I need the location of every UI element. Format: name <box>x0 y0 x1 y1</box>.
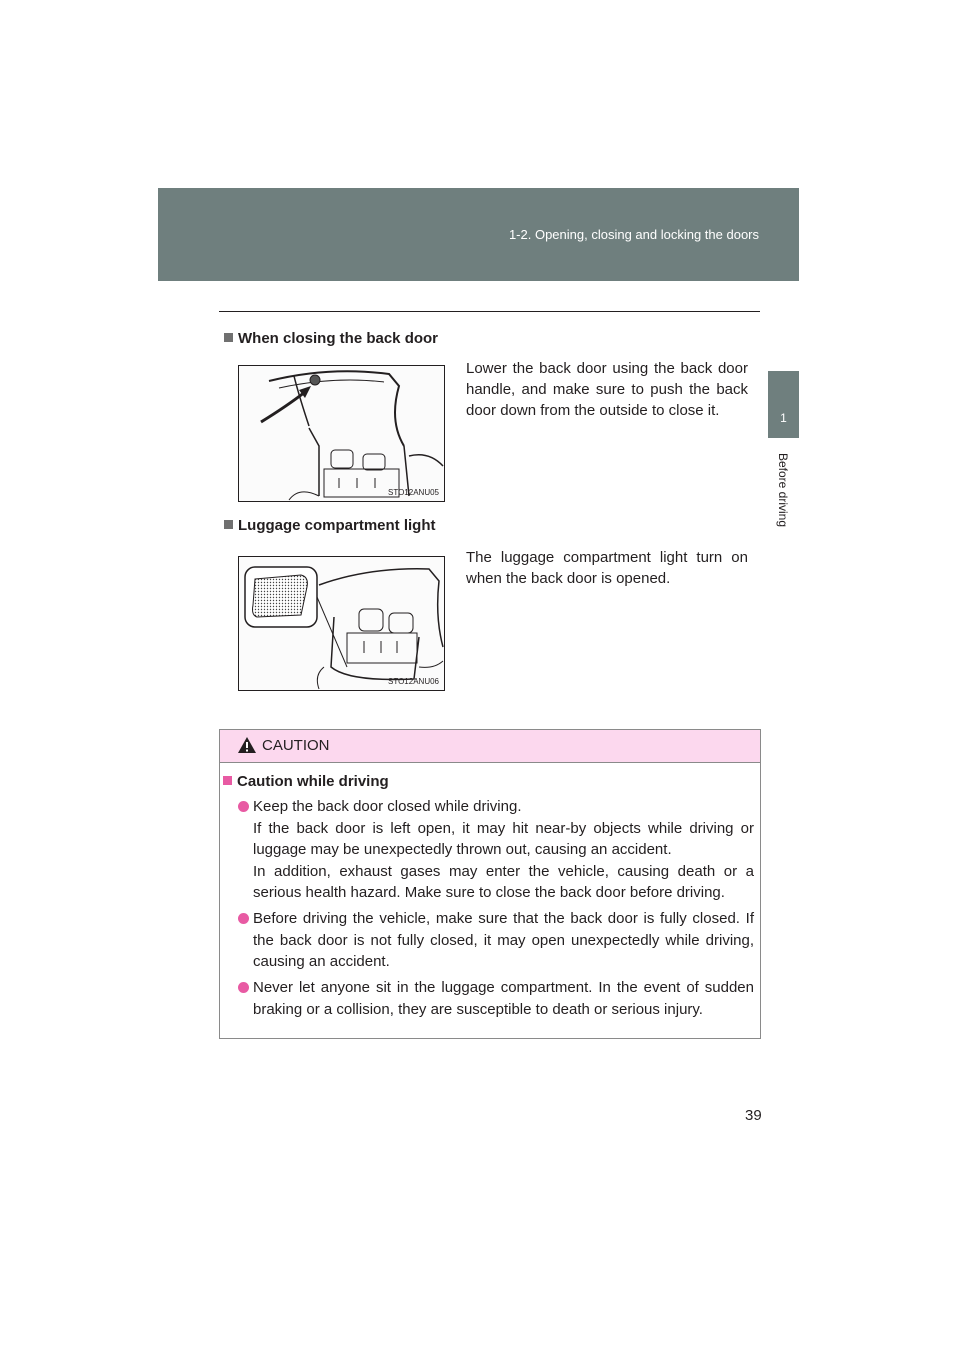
caution-line: Before driving the vehicle, make sure that the back door is fully closed. If the back door is not fully closed, it may open unexpectedly while driving, causing an accident. <box>253 910 754 970</box>
square-bullet-icon <box>224 333 233 342</box>
section-title: 1-2. Opening, closing and locking the doors <box>508 227 759 242</box>
luggage-light-text: The luggage compartment light turn on when the back door is opened. <box>466 549 748 587</box>
bullet-dot-icon <box>238 982 249 993</box>
back-door-illustration <box>239 366 444 501</box>
chapter-label-container <box>771 438 795 548</box>
chapter-tab <box>768 371 799 438</box>
caution-header <box>220 730 760 763</box>
caution-line: Never let anyone sit in the luggage compartment. In the event of sudden braking or a collision, they are susceptible to death or serious injury. <box>253 979 754 1018</box>
caution-bullet <box>238 977 754 1020</box>
bullet-dot-icon <box>238 913 249 924</box>
caution-bullet <box>238 796 754 904</box>
chapter-label: Before driving <box>776 452 790 528</box>
page-number: 39 <box>745 1107 762 1124</box>
heading-luggage-light: Luggage compartment light <box>224 517 436 534</box>
figure-code: STO12ANU06 <box>388 677 439 686</box>
figure-code: STO12ANU05 <box>388 488 439 497</box>
section-header-band <box>158 188 799 281</box>
caution-box <box>219 729 761 1039</box>
caution-line: In addition, exhaust gases may enter the vehicle, causing death or a serious health hazard. Make sure to close the back door before driving. <box>253 862 754 901</box>
bullet-dot-icon <box>238 801 249 812</box>
closing-back-door-text: Lower the back door using the back door handle, and make sure to push the back door down from the outside to close it. <box>466 360 748 419</box>
square-bullet-icon <box>223 776 232 785</box>
square-bullet-icon <box>224 520 233 529</box>
caution-subheading: Caution while driving <box>223 773 389 790</box>
caution-bullet <box>238 908 754 973</box>
caution-title: CAUTION <box>262 737 330 754</box>
heading-closing-back-door: When closing the back door <box>224 330 438 347</box>
figure-luggage-light <box>238 556 445 691</box>
warning-triangle-icon <box>237 736 257 754</box>
caution-line: Keep the back door closed while driving. <box>253 798 522 815</box>
chapter-number: 1 <box>780 411 787 425</box>
caution-line: If the back door is left open, it may hit near-by objects while driving or luggage may be unexpectedly thrown out, causing an accident. <box>253 819 754 858</box>
luggage-light-illustration <box>239 557 444 690</box>
figure-back-door-closing <box>238 365 445 502</box>
top-rule <box>219 311 760 312</box>
